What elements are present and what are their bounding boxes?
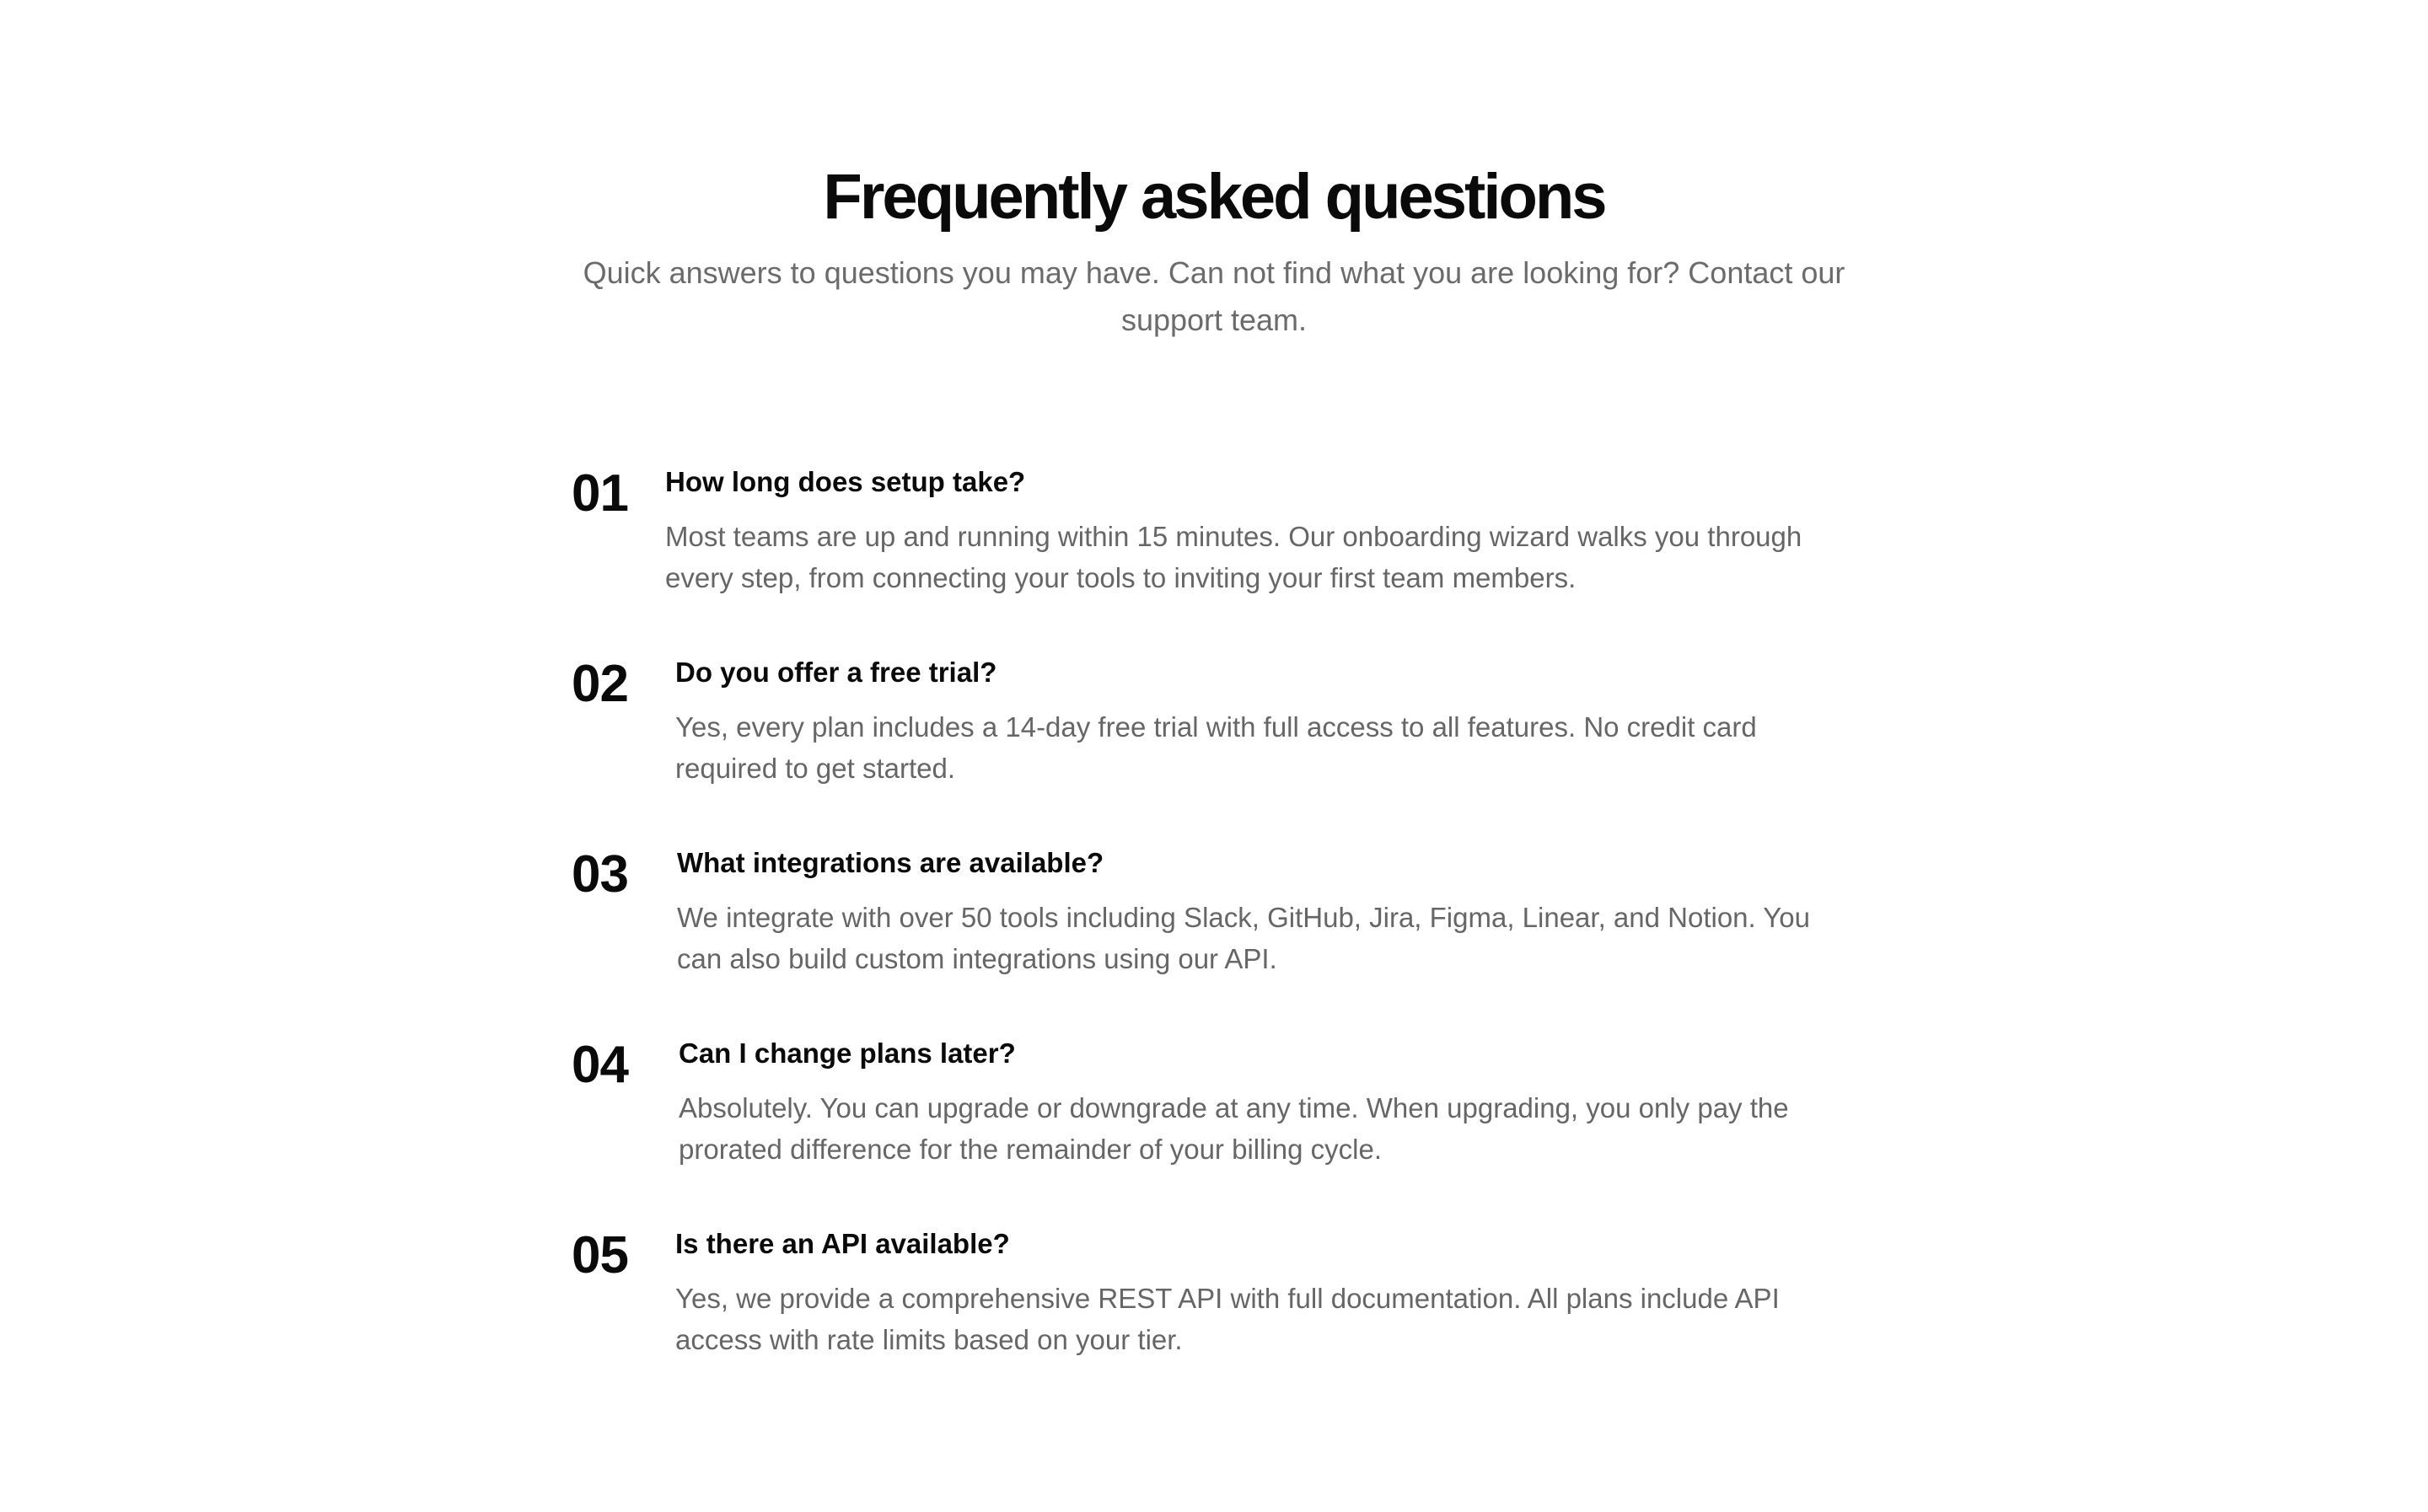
page-subtitle: Quick answers to questions you may have. Can not find what you are looking for? Contact our support team.	[583, 255, 1845, 337]
faq-list	[572, 464, 1861, 1416]
faq-question: What integrations are available?	[677, 847, 1104, 878]
faq-question: Can I change plans later?	[679, 1037, 1016, 1069]
faq-answer: We integrate with over 50 tools including Slack, GitHub, Jira, Figma, Linear, and Notion. You can also build custom integrations using our API.	[677, 902, 1810, 974]
faq-item-integrations	[572, 844, 1861, 1035]
faq-item-api	[572, 1225, 1861, 1416]
faq-item-number: 02	[572, 655, 628, 713]
faq-answer: Yes, every plan includes a 14-day free trial with full access to all features. No credit card required to get started.	[675, 711, 1757, 784]
faq-item-content	[679, 1035, 1861, 1170]
faq-item-number: 01	[572, 464, 628, 523]
faq-item-content	[675, 1225, 1861, 1360]
faq-answer: Most teams are up and running within 15 minutes. Our onboarding wizard walks you through every step, from connecting your tools to inviting your first team members.	[665, 521, 1802, 593]
page-title: Frequently asked questions	[823, 161, 1605, 233]
faq-header	[573, 157, 1855, 344]
faq-question: How long does setup take?	[665, 466, 1026, 497]
faq-item-number: 05	[572, 1226, 628, 1284]
faq-question: Is there an API available?	[675, 1228, 1010, 1259]
faq-item-number: 03	[572, 845, 628, 903]
faq-item-setup-time	[572, 464, 1861, 654]
faq-answer: Absolutely. You can upgrade or downgrade at any time. When upgrading, you only pay the prorated difference for the remainder of your billing cycle.	[679, 1092, 1789, 1165]
faq-answer: Yes, we provide a comprehensive REST API with full documentation. All plans include API access with rate limits based on your tier.	[675, 1283, 1780, 1355]
faq-item-free-trial	[572, 654, 1861, 844]
faq-question: Do you offer a free trial?	[675, 657, 997, 688]
faq-item-number: 04	[572, 1036, 628, 1094]
faq-item-content	[677, 844, 1861, 979]
faq-item-change-plans	[572, 1035, 1861, 1225]
faq-item-content	[665, 464, 1861, 598]
faq-item-content	[675, 654, 1861, 789]
